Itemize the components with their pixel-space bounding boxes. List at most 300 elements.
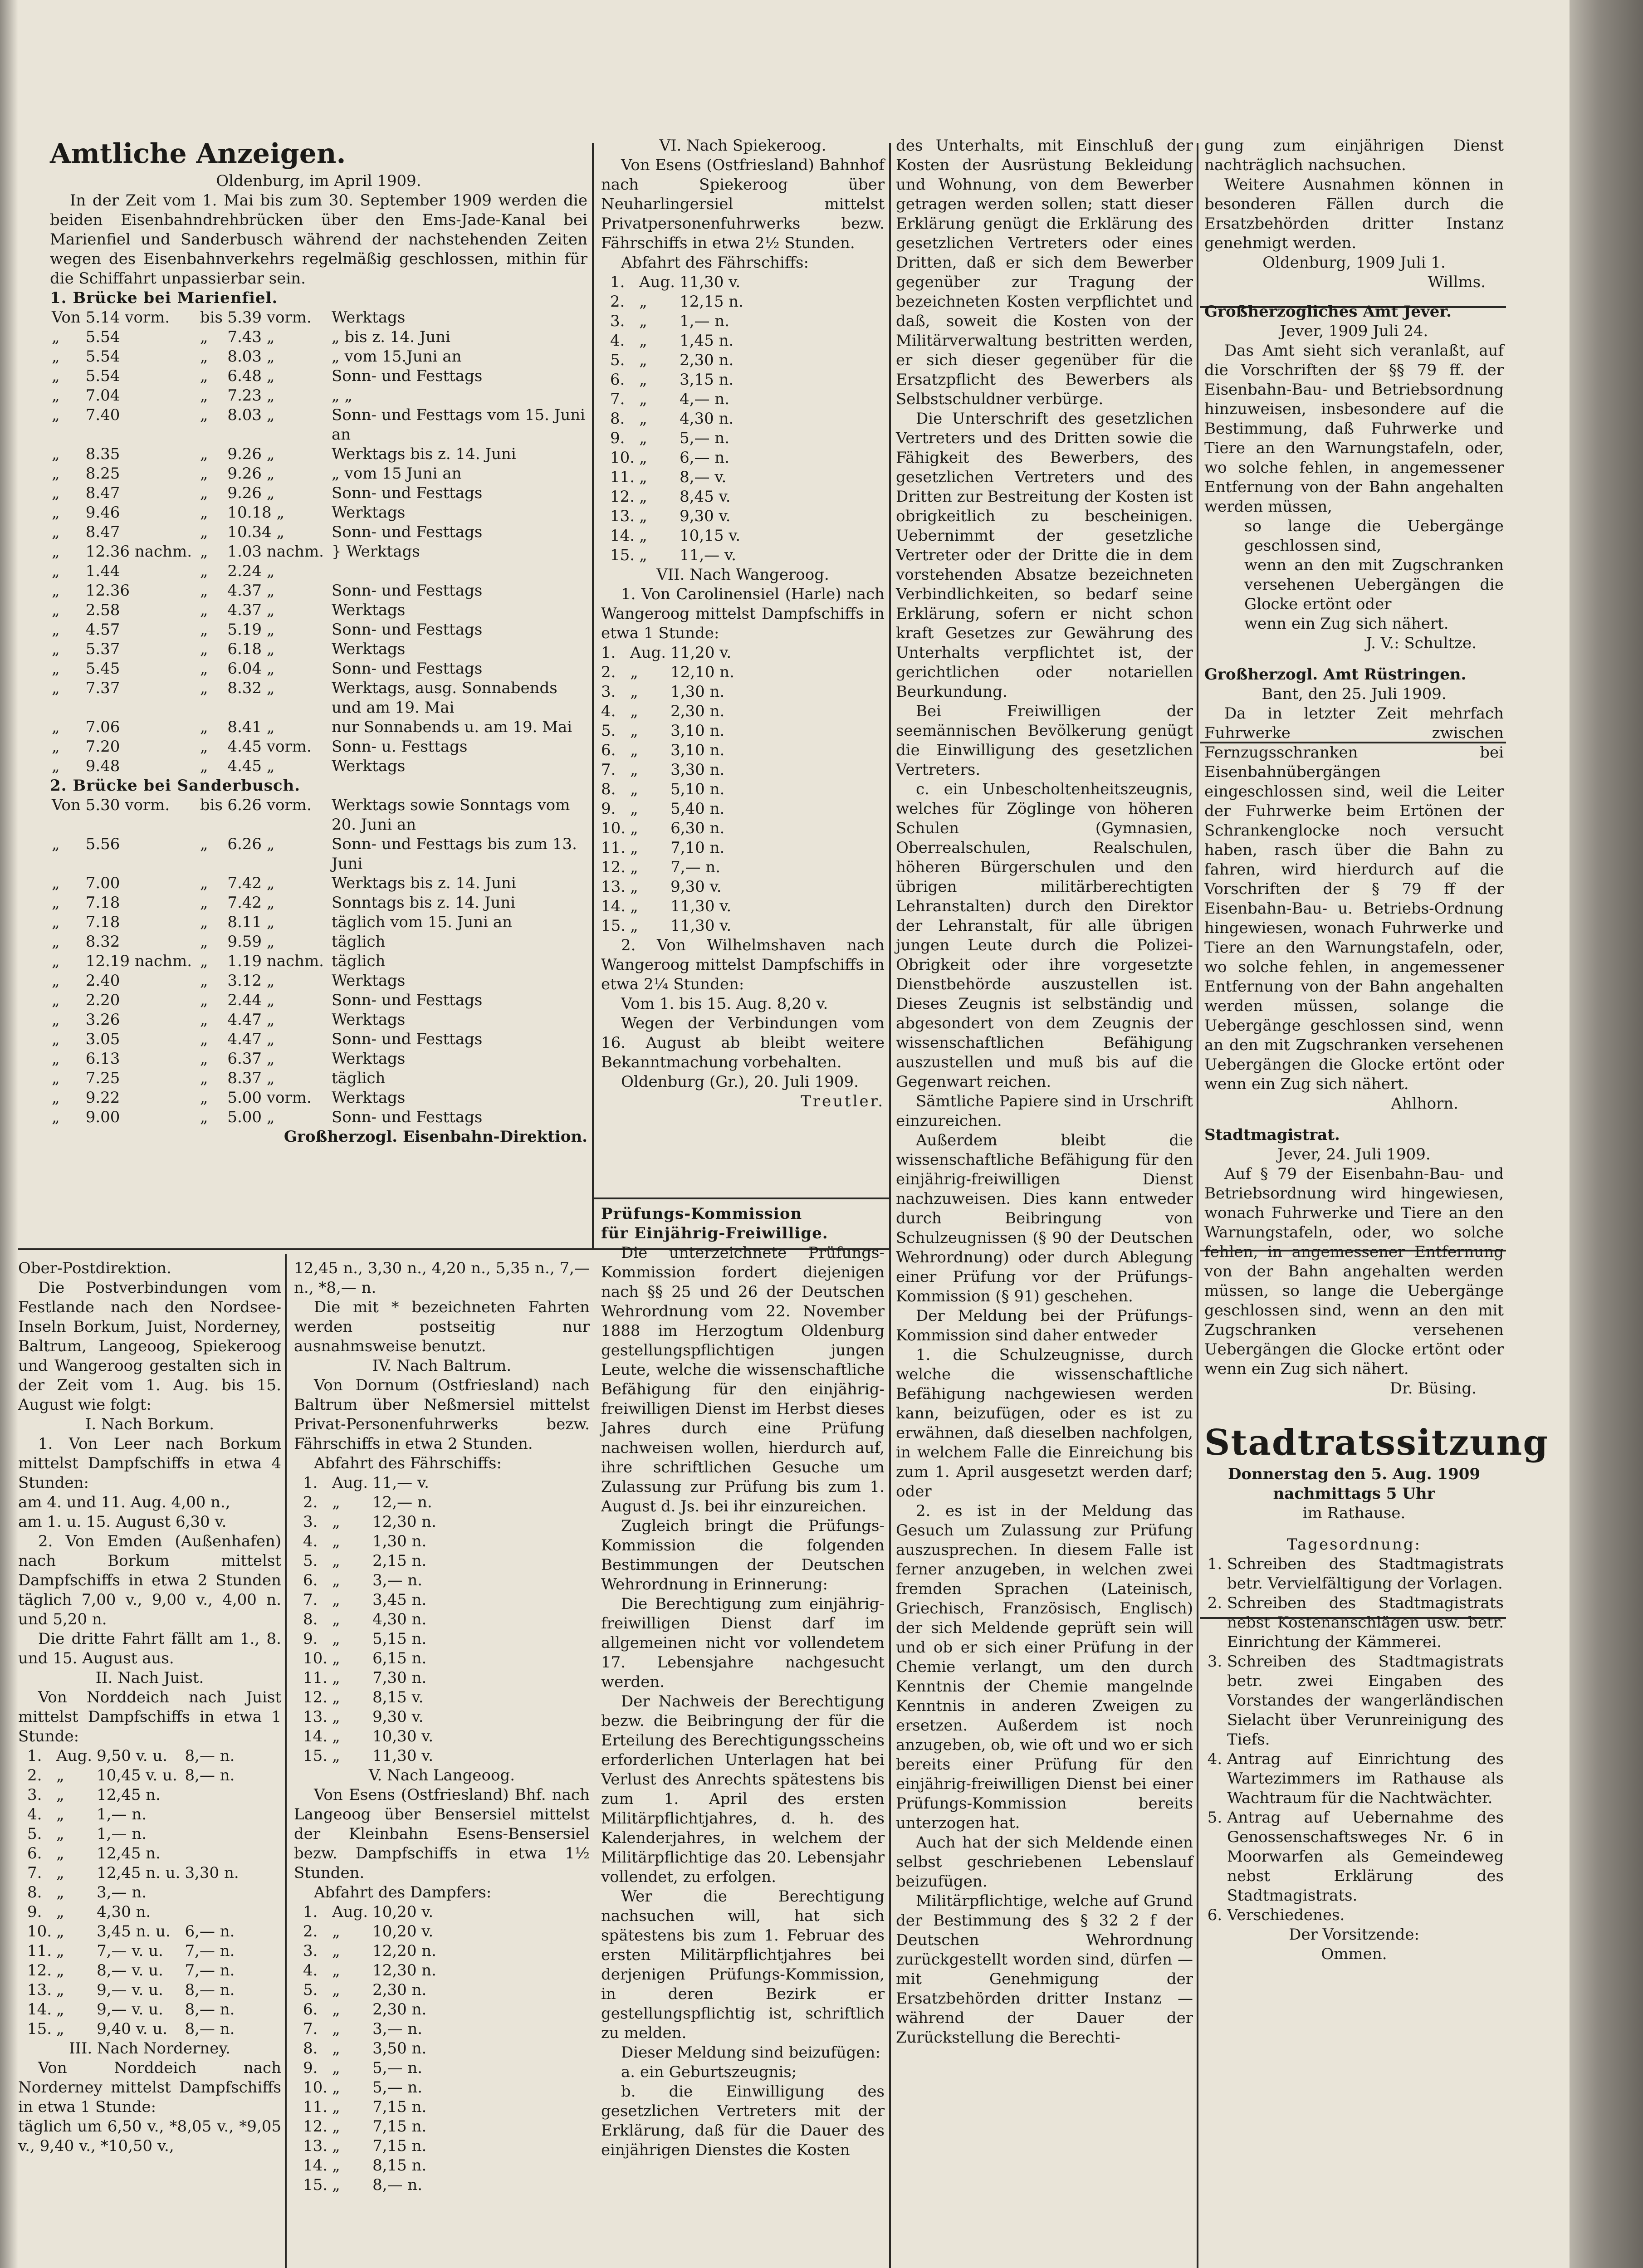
schedule-row [610,546,748,565]
table-cell: 9,40 v. u. [97,2020,168,2038]
paragraph: Militärpflichtige, welche auf Grund der Bestimmung des § 32 2 f der Deutschen Wehrordnung zurückgestellt worden sind, dürfen — mit Genehmigung der Ersatzbehörden dritter Instanz — während der Dauer der Zurückstellung die Berechti- [896,1892,1193,2047]
table-cell: 11,— v. [372,1474,429,1492]
paragraph: Sämtliche Papiere sind in Urschrift einzureichen. [896,1092,1193,1130]
table-cell: 3,— n. [97,1883,147,1901]
table-cell: 7.06 [85,718,120,736]
table-cell: 4,30 n. [372,1610,427,1628]
ferry-schedule-wangeroog [601,643,739,936]
table-cell: Sonn- und Festtags [332,621,483,639]
schedule-row [303,1551,441,1571]
table-cell: „ [332,2137,340,2155]
table-cell: 14. [610,527,635,545]
table-cell: 2.58 [85,601,120,619]
table-cell: 1. [610,273,625,291]
table-cell: 8. [601,780,616,798]
table-cell: 7,15 n. [372,2137,427,2155]
table-cell: 8.47 [85,484,120,502]
table-cell: 11,— v. [680,546,736,564]
table-cell: „ [630,780,638,798]
table-cell: Sonn- und Festtags [332,484,483,502]
signature: Großherzogl. Eisenbahn-Direktion. [284,1128,587,1146]
schedule-row [27,2000,244,2019]
table-cell: „ [200,1050,208,1068]
table-cell: „ [200,679,208,697]
table-cell: 8.32 „ [227,679,275,697]
table-cell: 7. [601,761,616,779]
table-cell: „ [52,952,60,970]
table-cell: 1. [27,1747,42,1765]
schedule-row [610,448,748,468]
table-cell: 15. [601,917,626,935]
table-cell: „ [52,543,60,561]
paragraph: gung zum einjährigen Dienst nachträglich nachsuchen. [1204,137,1504,174]
table-cell: „ [200,445,208,463]
table-cell: 7.40 [85,406,120,424]
table-cell: 6. [601,741,616,759]
table-cell: 8,45 v. [680,488,731,506]
table-cell: „ [639,507,647,525]
table-cell: „ [56,1922,64,1941]
table-cell: 5,15 n. [372,1630,427,1648]
table-cell: 8,— v. u. [97,1961,163,1980]
table-cell: 13. [303,2137,328,2155]
table-cell: 4. [610,332,625,350]
table-cell: 7,— v. u. [97,1942,163,1960]
section-rule [594,1198,889,1199]
table-cell: Werktags bis z. 14. Juni [332,445,516,463]
table-cell [330,562,587,581]
paragraph: Von Norddeich nach Norderney mittelst Dampfschiffs in etwa 1 Stunde: [18,2059,281,2116]
schedule-row [601,780,739,799]
table-cell: 5. [303,1552,318,1570]
schedule-row [303,1610,441,1629]
table-row [50,893,587,913]
table-cell: 5.37 [85,640,120,658]
table-cell: 6.13 [85,1050,120,1068]
table-cell: „ [52,1089,60,1107]
paragraph: Die unterzeichnete Prüfungs-Kommission fordert diejenigen nach §§ 25 und 26 der Deutschen Wehrordnung vom 22. November 1888 im Herzogtum Oldenburg gestellungspflichtigen jungen Leute, welche die wissenschaftliche Befähigung für den einjährig-freiwilligen Dienst im Herbst dieses Jahres durch eine Prüfung nachweisen wollen, hierdurch auf, ihre schriftlichen Gesuche um Zulassung zur Prüfung bis zum 1. August d. Js. bei ihr einzureichen. [601,1244,885,1515]
table-cell: 2,30 n. [680,351,734,369]
table-cell: 2,30 n. [372,1981,427,1999]
table-cell: 4.47 „ [227,1011,275,1029]
table-cell: 7,— n. [185,1942,235,1960]
table-cell: 3.05 [85,1030,120,1048]
table-cell: 6.37 „ [227,1050,275,1068]
table-cell: 8,15 n. [372,2156,427,2175]
table-cell: 7,— n. [185,1961,235,1980]
table-cell: 5.54 [85,367,120,385]
table-row [50,932,587,952]
table-cell: „ [52,367,60,385]
table-cell: 12.19 nachm. [85,952,192,970]
schedule-row [303,1746,441,1766]
schedule-row [601,663,739,682]
table-cell: 7,15 n. [372,2117,427,2136]
table-cell: 5.14 vorm. [85,308,170,327]
table-cell: „ [52,621,60,639]
table-cell: 4,— n. [680,390,730,408]
table-cell: 1.44 [85,562,120,580]
table-cell: 12. [303,2117,328,2136]
paragraph: 12,45 n., 3,30 n., 4,20 n., 5,35 n., 7,— n., *8,— n. [294,1259,590,1297]
table-cell: „ [200,1089,208,1107]
table-cell: „ [52,503,60,522]
table-row [50,562,587,581]
table-cell: 4. [303,1961,318,1980]
subsection-heading: 1. Brücke bei Marienfiel. [50,289,278,307]
schedule-row [303,2156,441,2175]
schedule-row [601,799,739,819]
table-cell: 2. [27,1766,42,1784]
table-cell: 14. [601,897,626,915]
table-cell: Werktags [332,308,406,327]
table-cell [185,1785,243,1805]
table-cell: täglich vom 15. Juni an [332,913,513,931]
table-cell: „ [52,523,60,541]
table-cell: 8.47 [85,523,120,541]
table-cell: 4,30 n. [680,410,734,428]
paragraph: Wer die Berechtigung nachsuchen will, hat sich spätestens bis zum 1. Februar des ersten Militärpflichtjahres bei derjenigen Prüfungs-Kommission, in deren Bezirk er gestellungspflichtig ist, schriftlich zu melden. [601,1887,885,2042]
table-cell: „ [332,1610,340,1628]
schedule-row [610,312,748,331]
table-cell: „ [200,621,208,639]
table-cell: 11. [601,839,626,857]
meeting-date: Donnerstag den 5. Aug. 1909 [1227,1465,1481,1483]
paragraph: Von Dornum (Ostfriesland) nach Baltrum über Neßmersiel mittelst Privat-Personenfuhrwerks bezw. Fährschiffs in etwa 2 Stunden. [294,1376,590,1453]
table-cell: „ [56,1805,64,1823]
schedule-row [610,468,748,487]
table-row [50,835,587,874]
table-cell: 3.26 [85,1011,120,1029]
paragraph: Die Postverbindungen vom Festlande nach den Nordsee-Inseln Borkum, Juist, Norderney, Baltrum, Langeoog, Spiekeroog und Wangeroog gestalten sich in der Zeit vom 1. Aug. bis 15. August wie folgt: [18,1279,281,1414]
table-cell: „ [200,660,208,678]
schedule-row [601,721,739,741]
agenda-list [1204,1554,1504,1925]
table-cell: „ [639,546,647,564]
table-cell: „ [200,386,208,405]
table-cell: „ [52,464,60,483]
table-cell: 10.18 „ [227,503,285,522]
table-row [50,308,587,327]
table-cell: „ [332,1942,340,1960]
table-cell: 8,— n. [185,2000,235,2019]
table-cell: 10.34 „ [227,523,285,541]
table-cell [185,1824,243,1844]
table-cell: Sonn- u. Festtags [332,738,468,756]
schedule-row [610,331,748,351]
table-cell: „ [200,562,208,580]
table-cell: 8.03 „ [227,347,275,366]
schedule-row [27,1902,244,1922]
paragraph: Der Meldung bei der Prüfungs-Kommission sind daher entweder [896,1307,1193,1344]
table-cell: täglich [332,952,386,970]
table-cell: 7. [303,1591,318,1609]
table-cell: 11,30 v. [670,917,732,935]
table-cell: „ [56,2020,64,2038]
table-cell: „ [52,1030,60,1048]
table-cell: 8. [303,1610,318,1628]
schedule-row [303,1512,441,1532]
table-cell: „ [630,702,638,720]
subsection-heading: VI. Nach Spiekeroog. [659,137,826,155]
table-cell: „ [200,738,208,756]
table-cell: 11,30 v. [372,1747,434,1765]
meeting-time: nachmittags 5 Uhr [1273,1485,1435,1503]
table-cell: 12,45 n. [97,1844,161,1862]
table-cell: 2. [303,1493,318,1511]
table-row [50,464,587,484]
table-cell [185,1883,243,1902]
paragraph: Bei Freiwilligen der seemännischen Bevölkerung genügt die Einwilligung des gesetzlichen Vertreters. [896,702,1193,779]
schedule-row [303,1980,441,2000]
table-cell: 8.25 [85,464,120,483]
table-cell: „ [52,913,60,931]
table-cell: Sonn- und Festtags [332,367,483,385]
table-cell: Werktags [332,503,406,522]
table-cell: 7.42 „ [227,874,275,892]
table-cell: 7.43 „ [227,328,275,346]
table-cell: 11. [610,468,635,486]
table-cell: „ [332,1630,340,1648]
chair-label: Der Vorsitzende: [1289,1926,1419,1944]
table-cell: „ [200,894,208,912]
table-cell: „ [52,562,60,580]
table-row [50,445,587,464]
table-row [50,542,587,562]
island-connections-continued [601,136,885,1193]
table-cell: „ [56,1864,64,1882]
table-cell: „ [332,1513,340,1531]
table-cell: Aug. [639,273,675,291]
paragraph: 2. Von Wilhelmshaven nach Wangeroog mittelst Dampfschiffs in etwa 2¼ Stunden: [601,936,885,993]
table-cell: „ [332,1571,340,1589]
schedule-row [303,1668,441,1688]
table-cell: 2.20 [85,991,120,1009]
table-cell: 4.47 „ [227,1030,275,1048]
table-cell: 8.37 „ [227,1069,275,1087]
table-cell: 6.04 „ [227,660,275,678]
schedule-row [303,2117,441,2136]
table-row [50,913,587,932]
table-cell: 6. [303,2000,318,2019]
table-cell: Werktags [332,640,406,658]
table-cell: 7.23 „ [227,386,275,405]
paragraph: 1. Von Leer nach Borkum mittelst Dampfschiffs in etwa 4 Stunden: [18,1435,281,1492]
table-row [50,718,587,737]
table-cell: „ [332,1688,340,1706]
table-cell: „ [200,913,208,931]
subsection-heading: II. Nach Juist. [95,1669,204,1687]
schedule-row [601,916,739,936]
table-cell: 9.22 [85,1089,120,1107]
paragraph: Vom 1. bis 15. Aug. 8,20 v. [621,995,828,1013]
schedule-row [610,292,748,312]
table-cell: „ [200,582,208,600]
table-cell: „ [332,1727,340,1745]
table-cell: 8,— n. [185,1766,235,1784]
table-row [50,659,587,679]
table-cell: „ [630,663,638,681]
dateline: Jever, 24. Juli 1909. [1277,1145,1431,1163]
table-cell: Sonn- und Festtags [332,582,483,600]
table-cell: 7.00 [85,874,120,892]
table-cell: „ [630,722,638,740]
table-cell: Werktags bis z. 14. Juni [332,874,516,892]
table-cell: 7. [303,2020,318,2038]
table-cell: „ [56,1766,64,1784]
table-cell: 7.18 [85,913,120,931]
paragraph: Die Unterschrift des gesetzlichen Vertreters und des Dritten sowie die Fähigkeit des Bewerbers, des gesetzlichen Vertreters und des Dritten zur Bestreitung der Kosten ist obrigkeitlich zu bescheinigen. Uebernimmt der gesetzliche Vertreter oder der Dritte die in dem vorstehenden Absatze bezeichneten Verbindlichkeiten, so bedarf seine Erklärung, sofern er nicht schon kraft Gesetzes zur Gewährung des Unterhalts verpflichtet ist, der gerichtlichen oder notariellen Beurkundung. [896,410,1193,701]
table-cell: 2,30 n. [372,2000,427,2019]
table-cell: „ [52,640,60,658]
table-cell: 1,30 n. [372,1532,427,1550]
table-cell: Sonn- und Festtags [332,660,483,678]
table-cell: Werktags, ausg. Sonnabends und am 19. Mai [332,679,557,717]
table-cell: 7,— n. [670,858,721,876]
table-cell: 5.30 vorm. [85,796,170,814]
paragraph: 1. Von Carolinensiel (Harle) nach Wangeroog mittelst Dampfschiffs in etwa 1 Stunde: [601,585,885,642]
schedule-row [27,1844,244,1863]
schedule-row [27,1863,244,1883]
table-cell: „ [52,328,60,346]
table-cell: 3,10 n. [670,741,725,759]
table-cell: 6. [27,1844,42,1862]
table-cell: 10. [303,1649,328,1667]
table-cell: „ [332,1591,340,1609]
table-cell [185,1805,243,1824]
table-cell: „ [200,640,208,658]
table-cell: „ [52,445,60,463]
schedule-row [27,1766,244,1785]
table-cell: 9.00 [85,1108,120,1126]
table-cell: Aug. [630,644,666,662]
table-cell: „ [332,1747,340,1765]
table-cell: 3. [601,683,616,701]
table-cell: „ [52,718,60,736]
table-cell: „ [332,1708,340,1726]
schedule-row [303,1473,441,1493]
table-cell: 6. [610,371,625,389]
notices-column [1204,136,1549,2268]
schedule-row [303,1629,441,1649]
table-cell: „ [630,683,638,701]
table-cell: „ [52,1108,60,1126]
schedule-row [610,507,748,526]
table-cell: 6. [303,1571,318,1589]
table-cell: „ [200,484,208,502]
table-cell: 15. [303,1747,328,1765]
table-cell: „ [200,1069,208,1087]
section-heading: Prüfungs-Kommission [601,1205,802,1223]
schedule-row [601,760,739,780]
schedule-row [601,643,739,663]
table-cell: 5,— n. [680,429,730,447]
table-cell: 1. [601,644,616,662]
table-cell: 5.19 „ [227,621,275,639]
table-cell: 1. [303,1903,318,1921]
table-cell: 1.03 nachm. [227,543,324,561]
table-row [50,796,587,835]
table-cell: Werktags sowie Sonntags vom 20. Juni an [332,796,570,834]
paragraph: wenn ein Zug sich nähert. [1244,615,1449,633]
table-cell: „ [332,1669,340,1687]
table-cell: 2.24 „ [227,562,275,580]
table-cell: 3. [303,1942,318,1960]
paragraph: 2. es ist in der Meldung das Gesuch um Zulassung zur Prüfung auszusprechen. In diesem Falle ist ferner anzugeben, in welchen zwei fremden Sprachen (Lateinisch, Griechisch, Französisch, Englisch) der sich Meldende geprüft sein will und ob er sich einer Prüfung in der Chemie verlangt, um den durch Kenntnis der Chemie mangelnde Kenntnis in anderen Zweigen zu ersetzen. Außerdem ist noch anzugeben, ob, wie oft und wo er sich bereits einer Prüfung für den einjährig-freiwilligen Dienst bei einer Prüfungs-Kommission bereits unterzogen hat. [896,1502,1193,1832]
table-cell: „ [630,858,638,876]
schedule-row [27,1805,244,1824]
table-cell: 6,— n. [680,449,730,467]
table-row [50,601,587,620]
paragraph: Abfahrt des Fährschiffs: [621,254,809,272]
section-heading: Ober-Postdirektion. [18,1259,171,1277]
table-cell: 12,30 n. [372,1513,436,1531]
table-cell: „ [200,952,208,970]
table-row [50,620,587,640]
table-cell: 10. [27,1922,52,1941]
table-row [50,1108,587,1127]
schedule-row [601,682,739,702]
schedule-row [27,1824,244,1844]
paragraph: Die dritte Fahrt fällt am 1., 8. und 15. August aus. [18,1630,281,1667]
table-cell: 10,20 v. [372,1922,434,1941]
table-cell: 1,45 n. [680,332,734,350]
table-cell: 10,20 v. [372,1903,434,1921]
subsection-heading: VII. Nach Wangeroog. [656,566,829,584]
table-cell: 4.37 „ [227,601,275,619]
notice-heading: Großherzogl. Amt Rüstringen. [1204,665,1467,684]
table-cell: „ [332,2176,340,2194]
table-cell: 3,30 n. [185,1864,239,1882]
table-cell: bis [200,308,223,327]
table-cell: 7,30 n. [372,1669,427,1687]
ober-postdirektion [18,1259,281,2268]
table-cell: „ [639,410,647,428]
table-cell: 4.57 [85,621,120,639]
paragraph: Von Esens (Ostfriesland) Bhf. nach Langeoog über Bensersiel mittelst der Kleinbahn Esens-Bensersiel bezw. Dampfschiffs in etwa 1½ Stunden. [294,1786,590,1882]
table-cell: „ [52,738,60,756]
table-row [50,874,587,893]
table-cell: „ [56,1942,64,1960]
paragraph: am 1. u. 15. August 6,30 v. [18,1513,227,1531]
schedule-row [303,1493,441,1512]
table-cell: 12,45 n. [97,1786,161,1804]
schedule-row [610,351,748,370]
table-cell: 9. [27,1903,42,1921]
table-row [50,971,587,991]
table-cell: 9,30 v. [372,1708,424,1726]
table-cell: Werktags [332,601,406,619]
island-connections [294,1259,590,2268]
table-cell: „ [639,449,647,467]
table-cell: 3,10 n. [670,722,725,740]
table-row [50,503,587,523]
pruefung-continuation [896,136,1193,2268]
schedule-row [303,2078,441,2097]
schedule-row [27,1883,244,1902]
table-cell: 10. [601,819,626,837]
paragraph: b. die Einwilligung des gesetzlichen Vertreters mit der Erklärung, daß für die Dauer des einjährigen Dienstes die Kosten [601,2082,885,2159]
table-cell: 4.37 „ [227,582,275,600]
table-cell: 4. [303,1532,318,1550]
table-cell: „ [52,972,60,990]
schedule-row [303,1532,441,1551]
table-cell: 8,— n. [372,2176,423,2194]
table-cell: 12,— n. [372,1493,432,1511]
table-cell: „ [630,878,638,896]
subsection-heading: I. Nach Borkum. [85,1415,215,1433]
paragraph: Außerdem bleibt die wissenschaftliche Befähigung für den einjährig-freiwilligen Dienst nachzuweisen. Dies kann entweder durch Beibringung von Schulzeugnissen (§ 90 der Deutschen Wehrordnung) oder durch Ablegung einer Prüfung vor der Prüfungs-Kommission (§ 91) geschehen. [896,1131,1193,1305]
